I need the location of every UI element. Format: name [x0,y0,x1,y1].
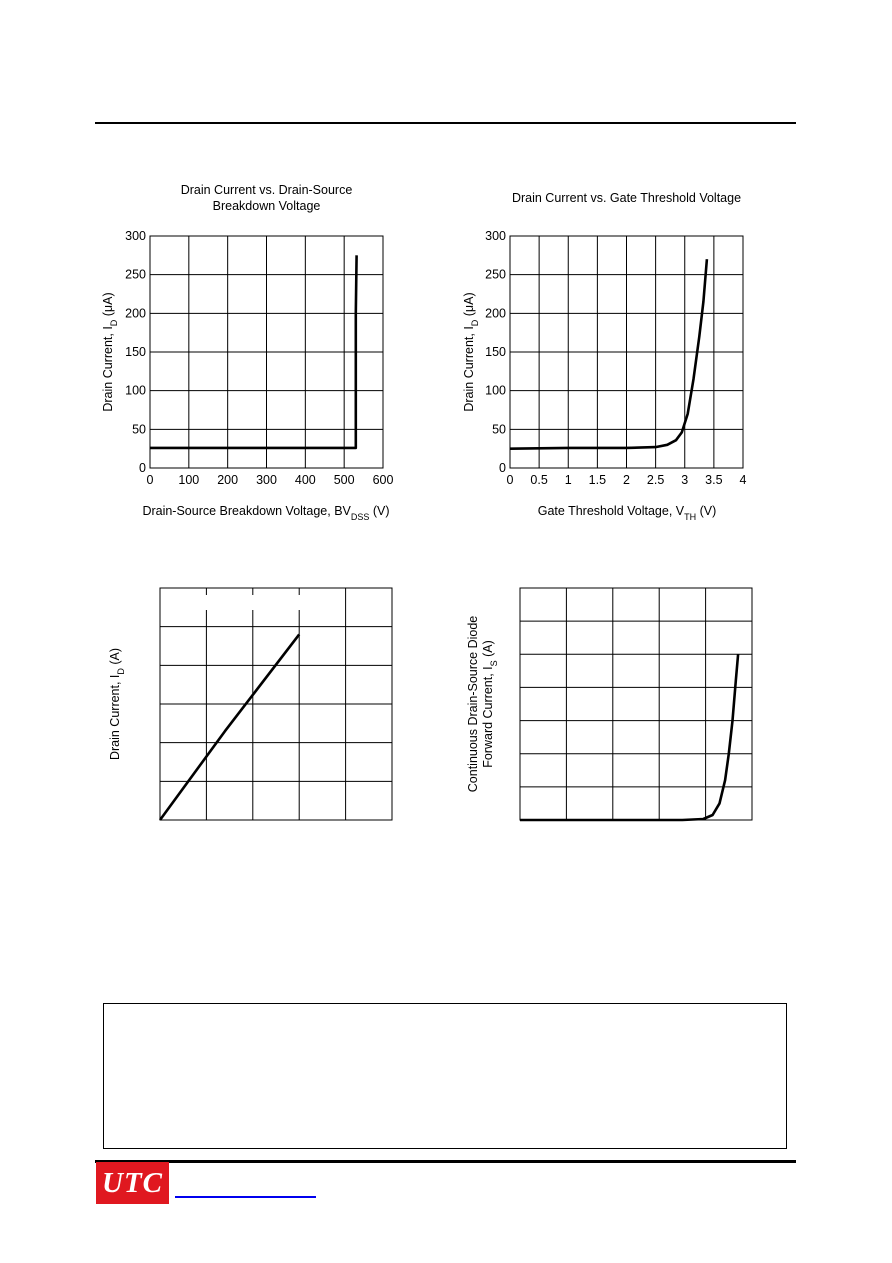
y-tick-label: 200 [125,306,146,321]
x-tick-label: 1.5 [588,473,607,487]
y-tick-label: 100 [125,383,146,398]
plot-frame [520,588,752,820]
x-tick-label: 1 [564,473,572,487]
chart-title: Breakdown Voltage [212,199,321,213]
x-tick-label: 4 [739,473,747,487]
x-tick-label: 3.5 [705,473,723,487]
y-tick-label: 300 [125,229,146,243]
x-tick-label: 600 [372,473,394,487]
x-tick-label: 500 [333,473,355,487]
x-tick-label: 2.5 [646,473,665,487]
y-tick-label: 50 [132,422,146,437]
x-tick-label: 0 [146,473,154,487]
y-tick-label: 300 [485,229,506,243]
x-tick-label: 0.5 [530,473,548,487]
x-tick-label: 300 [256,473,277,487]
chart-title: Drain Current vs. Gate Threshold Voltage [511,191,742,205]
y-axis-label: Drain Current, $I_D$ (μA) [462,292,480,412]
y-tick-label: 150 [485,345,506,359]
x-tick-label: 400 [294,473,316,487]
y-tick-label: 50 [492,422,506,437]
x-tick-label: 2 [623,473,630,487]
x-tick-label: 0 [506,473,514,487]
y-tick-label: 0 [139,461,146,475]
utc-logo [96,1162,169,1204]
x-tick-label: 3 [681,473,689,487]
notice-box [103,1003,787,1149]
x-tick-label: 100 [178,473,200,487]
chart-title: Drain Current vs. Drain-Source [180,183,353,197]
x-axis-label: Drain-Source Breakdown Voltage, $BV_{DSS}$ (V) [142,504,390,522]
y-tick-label: 100 [485,383,506,398]
x-tick-label: 200 [217,473,239,487]
utc-logo-text: UTC [102,1166,163,1199]
website-link[interactable] [175,1196,316,1198]
x-axis-label: Gate Threshold Voltage, $V_{TH}$ (V) [537,504,717,522]
y-axis-label: Forward Current, $I_S$ (A) [481,640,499,768]
footer-rule [95,1160,796,1163]
y-tick-label: 0 [499,461,506,475]
y-tick-label: 150 [125,345,146,359]
y-axis-label: Drain Current, $I_D$ (μA) [101,292,119,412]
y-tick-label: 200 [485,306,506,321]
y-axis-label-line: Continuous Drain-Source Diode [466,615,480,793]
y-tick-label: 250 [125,267,146,282]
y-tick-label: 250 [485,267,506,282]
y-axis-label: Drain Current, $I_D$ (A) [108,647,126,761]
